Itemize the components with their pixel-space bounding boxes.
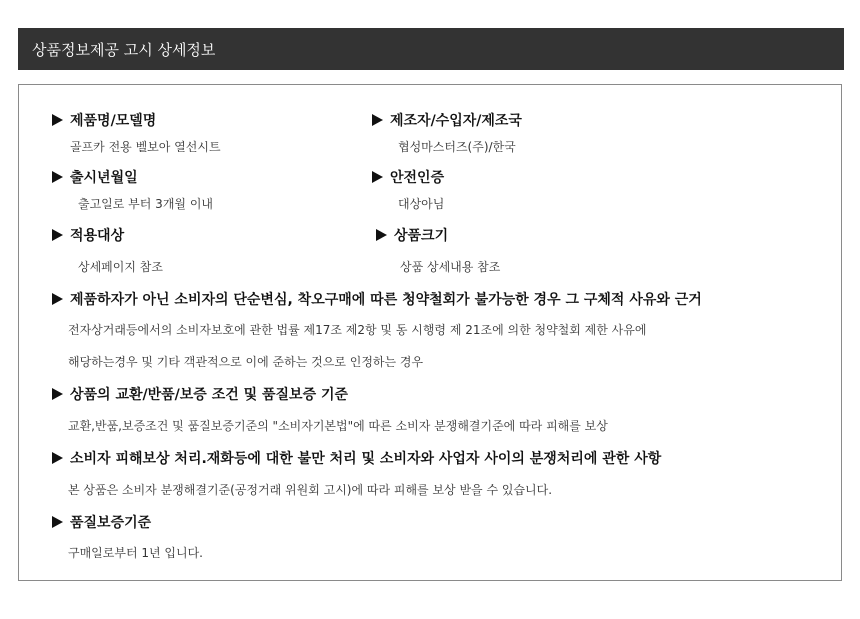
product-name-heading: 제품명/모델명: [52, 110, 156, 130]
compensation-heading: 소비자 피해보상 처리.재화등에 대한 불만 처리 및 소비자와 사업자 사이의 분쟁처리에 관한 사항: [52, 448, 661, 468]
triangle-bullet-icon: [372, 114, 383, 126]
triangle-bullet-icon: [372, 171, 383, 183]
triangle-bullet-icon: [52, 452, 63, 464]
exchange-value: 교환,반품,보증조건 및 품질보증기준의 "소비자기본법"에 따른 소비자 분쟁해결기준에 따라 피해를 보상: [68, 419, 608, 433]
triangle-bullet-icon: [52, 229, 63, 241]
triangle-bullet-icon: [52, 114, 63, 126]
withdrawal-heading: 제품하자가 아닌 소비자의 단순변심, 착오구매에 따른 청약철회가 불가능한 경우 그 구체적 사유와 근거: [52, 289, 702, 309]
section-title: 상품정보제공 고시 상세정보: [32, 41, 216, 59]
triangle-bullet-icon: [52, 516, 63, 528]
applicable-heading: 적용대상: [52, 225, 124, 245]
section-header: [18, 28, 844, 70]
release-date-heading: 출시년월일: [52, 167, 138, 187]
release-date-value: 출고일로 부터 3개월 이내: [78, 197, 213, 211]
certification-heading: 안전인증: [372, 167, 444, 187]
withdrawal-text-line1: 전자상거래등에서의 소비자보호에 관한 법률 제17조 제2항 및 동 시행령 제 21조에 의한 청약철회 제한 사유에: [68, 323, 647, 337]
triangle-bullet-icon: [52, 171, 63, 183]
applicable-value: 상세페이지 참조: [78, 260, 163, 274]
warranty-heading: 품질보증기준: [52, 512, 151, 532]
product-name-value: 골프카 전용 벨보아 열선시트: [70, 140, 221, 154]
certification-value: 대상아님: [398, 197, 445, 211]
triangle-bullet-icon: [52, 388, 63, 400]
warranty-value: 구매일로부터 1년 입니다.: [68, 546, 203, 560]
triangle-bullet-icon: [52, 293, 63, 305]
withdrawal-text-line2: 해당하는경우 및 기타 객관적으로 이에 준하는 것으로 인정하는 경우: [68, 355, 424, 369]
manufacturer-heading: 제조자/수입자/제조국: [372, 110, 522, 130]
triangle-bullet-icon: [376, 229, 387, 241]
compensation-value: 본 상품은 소비자 분쟁해결기준(공정거래 위원회 고시)에 따라 피해를 보상 받을 수 있습니다.: [68, 483, 553, 497]
exchange-heading: 상품의 교환/반품/보증 조건 및 품질보증 기준: [52, 384, 348, 404]
size-heading: 상품크기: [376, 225, 448, 245]
manufacturer-value: 협성마스터즈(주)/한국: [398, 140, 516, 154]
size-value: 상품 상세내용 참조: [400, 260, 501, 274]
